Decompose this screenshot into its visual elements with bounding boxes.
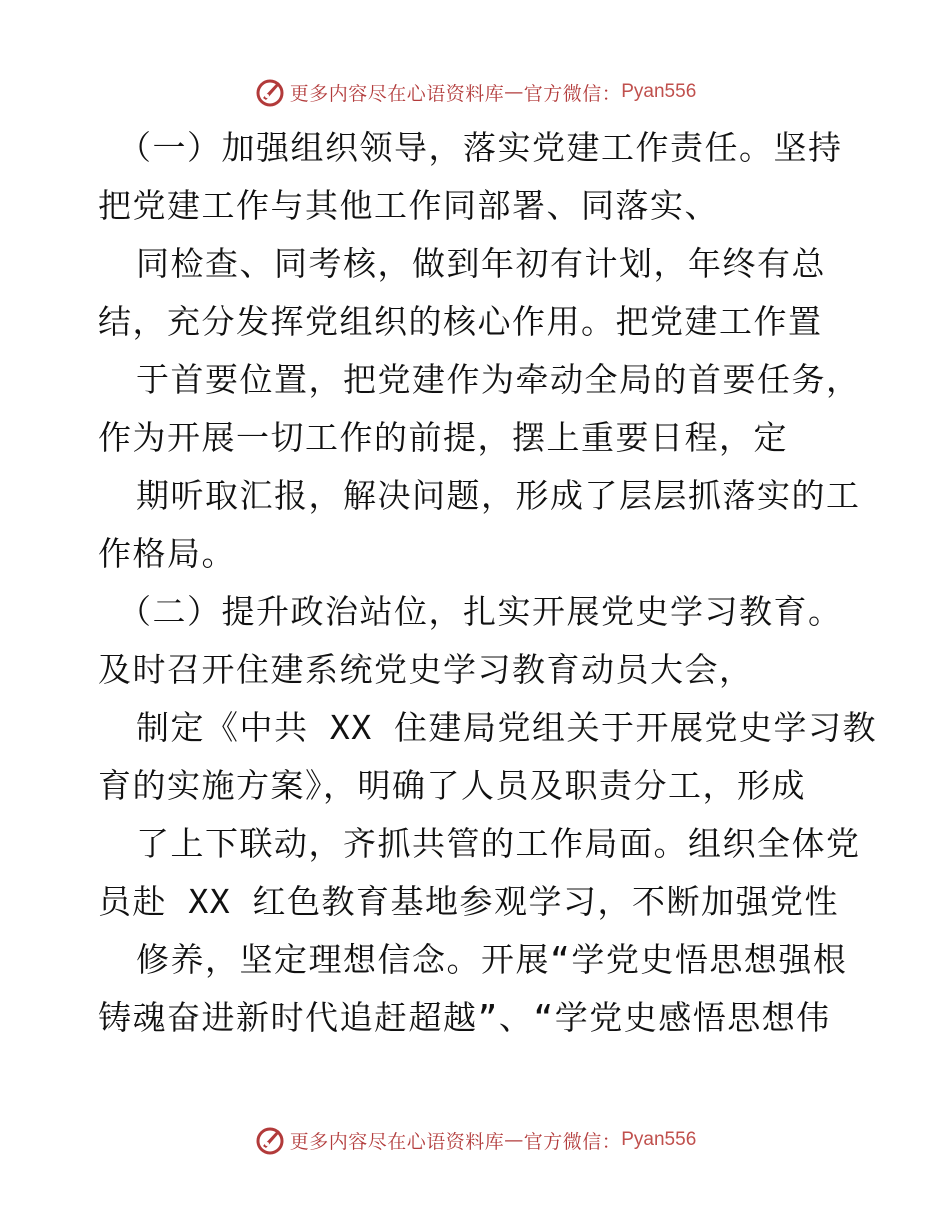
body-line: 修养，坚定理想信念。开展“学党史悟思想强根 bbox=[136, 940, 848, 979]
quill-logo-icon bbox=[254, 76, 286, 108]
body-line: 作格局。 bbox=[98, 534, 236, 573]
body-line: 同检查、同考核，做到年初有计划，年终有总 bbox=[136, 244, 826, 283]
quill-logo-icon bbox=[254, 1124, 286, 1156]
body-line: （一）加强组织领导，落实党建工作责任。坚持 bbox=[118, 128, 843, 167]
body-line: 把党建工作与其他工作同部署、同落实、 bbox=[98, 186, 719, 225]
banner-dash: — bbox=[504, 81, 524, 103]
banner-contact-label: 官方微信： bbox=[523, 1130, 622, 1153]
footer-banner bbox=[0, 1120, 950, 1160]
body-line: 于首要位置，把党建作为牵动全局的首要任务， bbox=[136, 360, 861, 399]
body-line: 期听取汇报，解决问题，形成了层层抓落实的工 bbox=[136, 476, 861, 515]
body-line: 制定《中共 XX 住建局党组关于开展党史学习教 bbox=[136, 708, 877, 747]
body-line: 作为开展一切工作的前提，摆上重要日程，定 bbox=[98, 418, 788, 457]
banner-slogan: 更多内容尽在心语资料库 bbox=[289, 1130, 505, 1153]
body-line: （二）提升政治站位，扎实开展党史学习教育。 bbox=[118, 592, 843, 631]
banner-slogan: 更多内容尽在心语资料库 bbox=[289, 82, 505, 105]
body-line: 了上下联动，齐抓共管的工作局面。组织全体党 bbox=[136, 824, 861, 863]
header-banner bbox=[0, 72, 950, 112]
body-line: 及时召开住建系统党史学习教育动员大会， bbox=[98, 650, 754, 689]
body-line: 育的实施方案》，明确了人员及职责分工，形成 bbox=[98, 766, 806, 805]
body-line: 结，充分发挥党组织的核心作用。把党建工作置 bbox=[98, 302, 823, 341]
banner-contact-label: 官方微信： bbox=[523, 82, 622, 105]
body-line: 铸魂奋进新时代追赶超越”、“学党史感悟思想伟 bbox=[98, 998, 831, 1037]
banner-dash: — bbox=[504, 1129, 524, 1151]
banner-wechat-id: Pyan556 bbox=[621, 81, 697, 102]
banner-wechat-id: Pyan556 bbox=[621, 1129, 697, 1150]
body-line: 员赴 XX 红色教育基地参观学习，不断加强党性 bbox=[98, 882, 839, 921]
